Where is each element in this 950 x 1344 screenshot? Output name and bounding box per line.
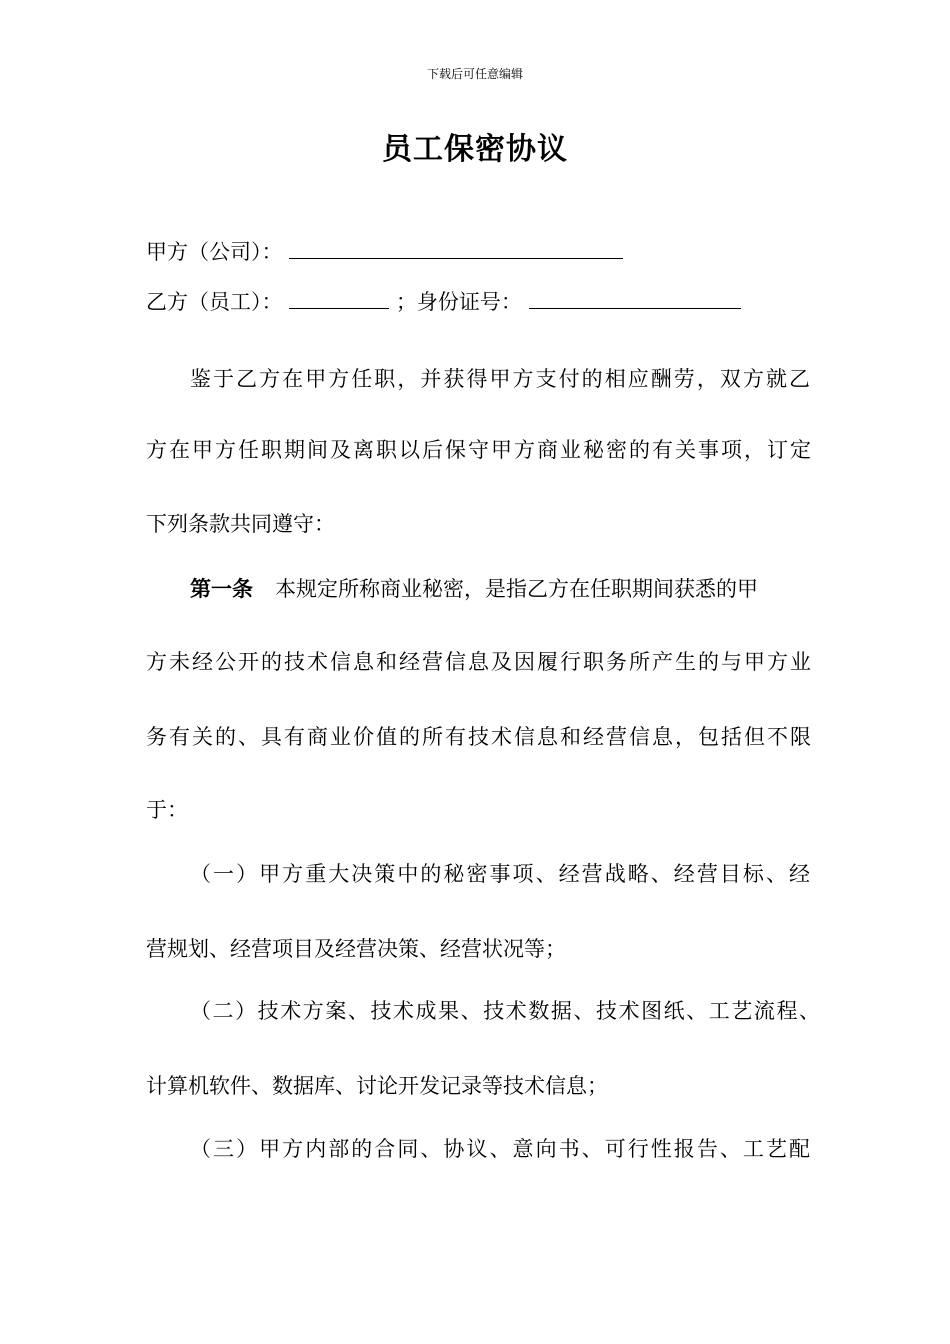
item-2-line-1: （二）技术方案、技术成果、技术数据、技术图纸、工艺流程、 bbox=[190, 999, 820, 1023]
party-b-id-label: ；身份证号： bbox=[395, 290, 522, 314]
party-a-label: 甲方（公司）： bbox=[146, 240, 283, 264]
article-1-number: 第一条 bbox=[190, 576, 253, 601]
party-a-line bbox=[146, 236, 811, 267]
party-b-line bbox=[146, 286, 811, 317]
item-3-line-1: （三）甲方内部的合同、协议、意向书、可行性报告、工艺配 bbox=[190, 1137, 810, 1161]
party-b-id-blank[interactable] bbox=[529, 286, 741, 309]
article-1-line-4: 于： bbox=[146, 798, 188, 822]
document-title: 员工保密协议 bbox=[382, 132, 568, 167]
article-1-text: 本规定所称商业秘密，是指乙方在任职期间获悉的甲 bbox=[275, 577, 758, 601]
item-1-line-2: 营规划、经营项目及经营决策、经营状况等； bbox=[146, 937, 566, 961]
article-1-line-2: 方未经公开的技术信息和经营信息及因履行职务所产生的与甲方业 bbox=[146, 650, 811, 674]
item-2-line-2: 计算机软件、数据库、讨论开发记录等技术信息； bbox=[146, 1074, 608, 1098]
preamble-line-3: 下列条款共同遵守： bbox=[146, 512, 335, 536]
party-a-blank[interactable] bbox=[289, 236, 623, 259]
preamble-line-2: 方在甲方任职期间及离职以后保守甲方商业秘密的有关事项，订定 bbox=[146, 438, 811, 462]
header-note: 下载后可任意编辑 bbox=[426, 67, 523, 81]
party-b-name-blank[interactable] bbox=[289, 286, 389, 309]
article-1-line-3: 务有关的、具有商业价值的所有技术信息和经营信息，包括但不限 bbox=[146, 725, 811, 749]
preamble-line-1: 鉴于乙方在甲方任职，并获得甲方支付的相应酬劳，双方就乙 bbox=[190, 367, 810, 391]
article-1-line-1 bbox=[190, 574, 810, 604]
item-1-line-1: （一）甲方重大决策中的秘密事项、经营战略、经营目标、经 bbox=[190, 862, 810, 886]
party-b-label: 乙方（员工）： bbox=[146, 290, 283, 314]
